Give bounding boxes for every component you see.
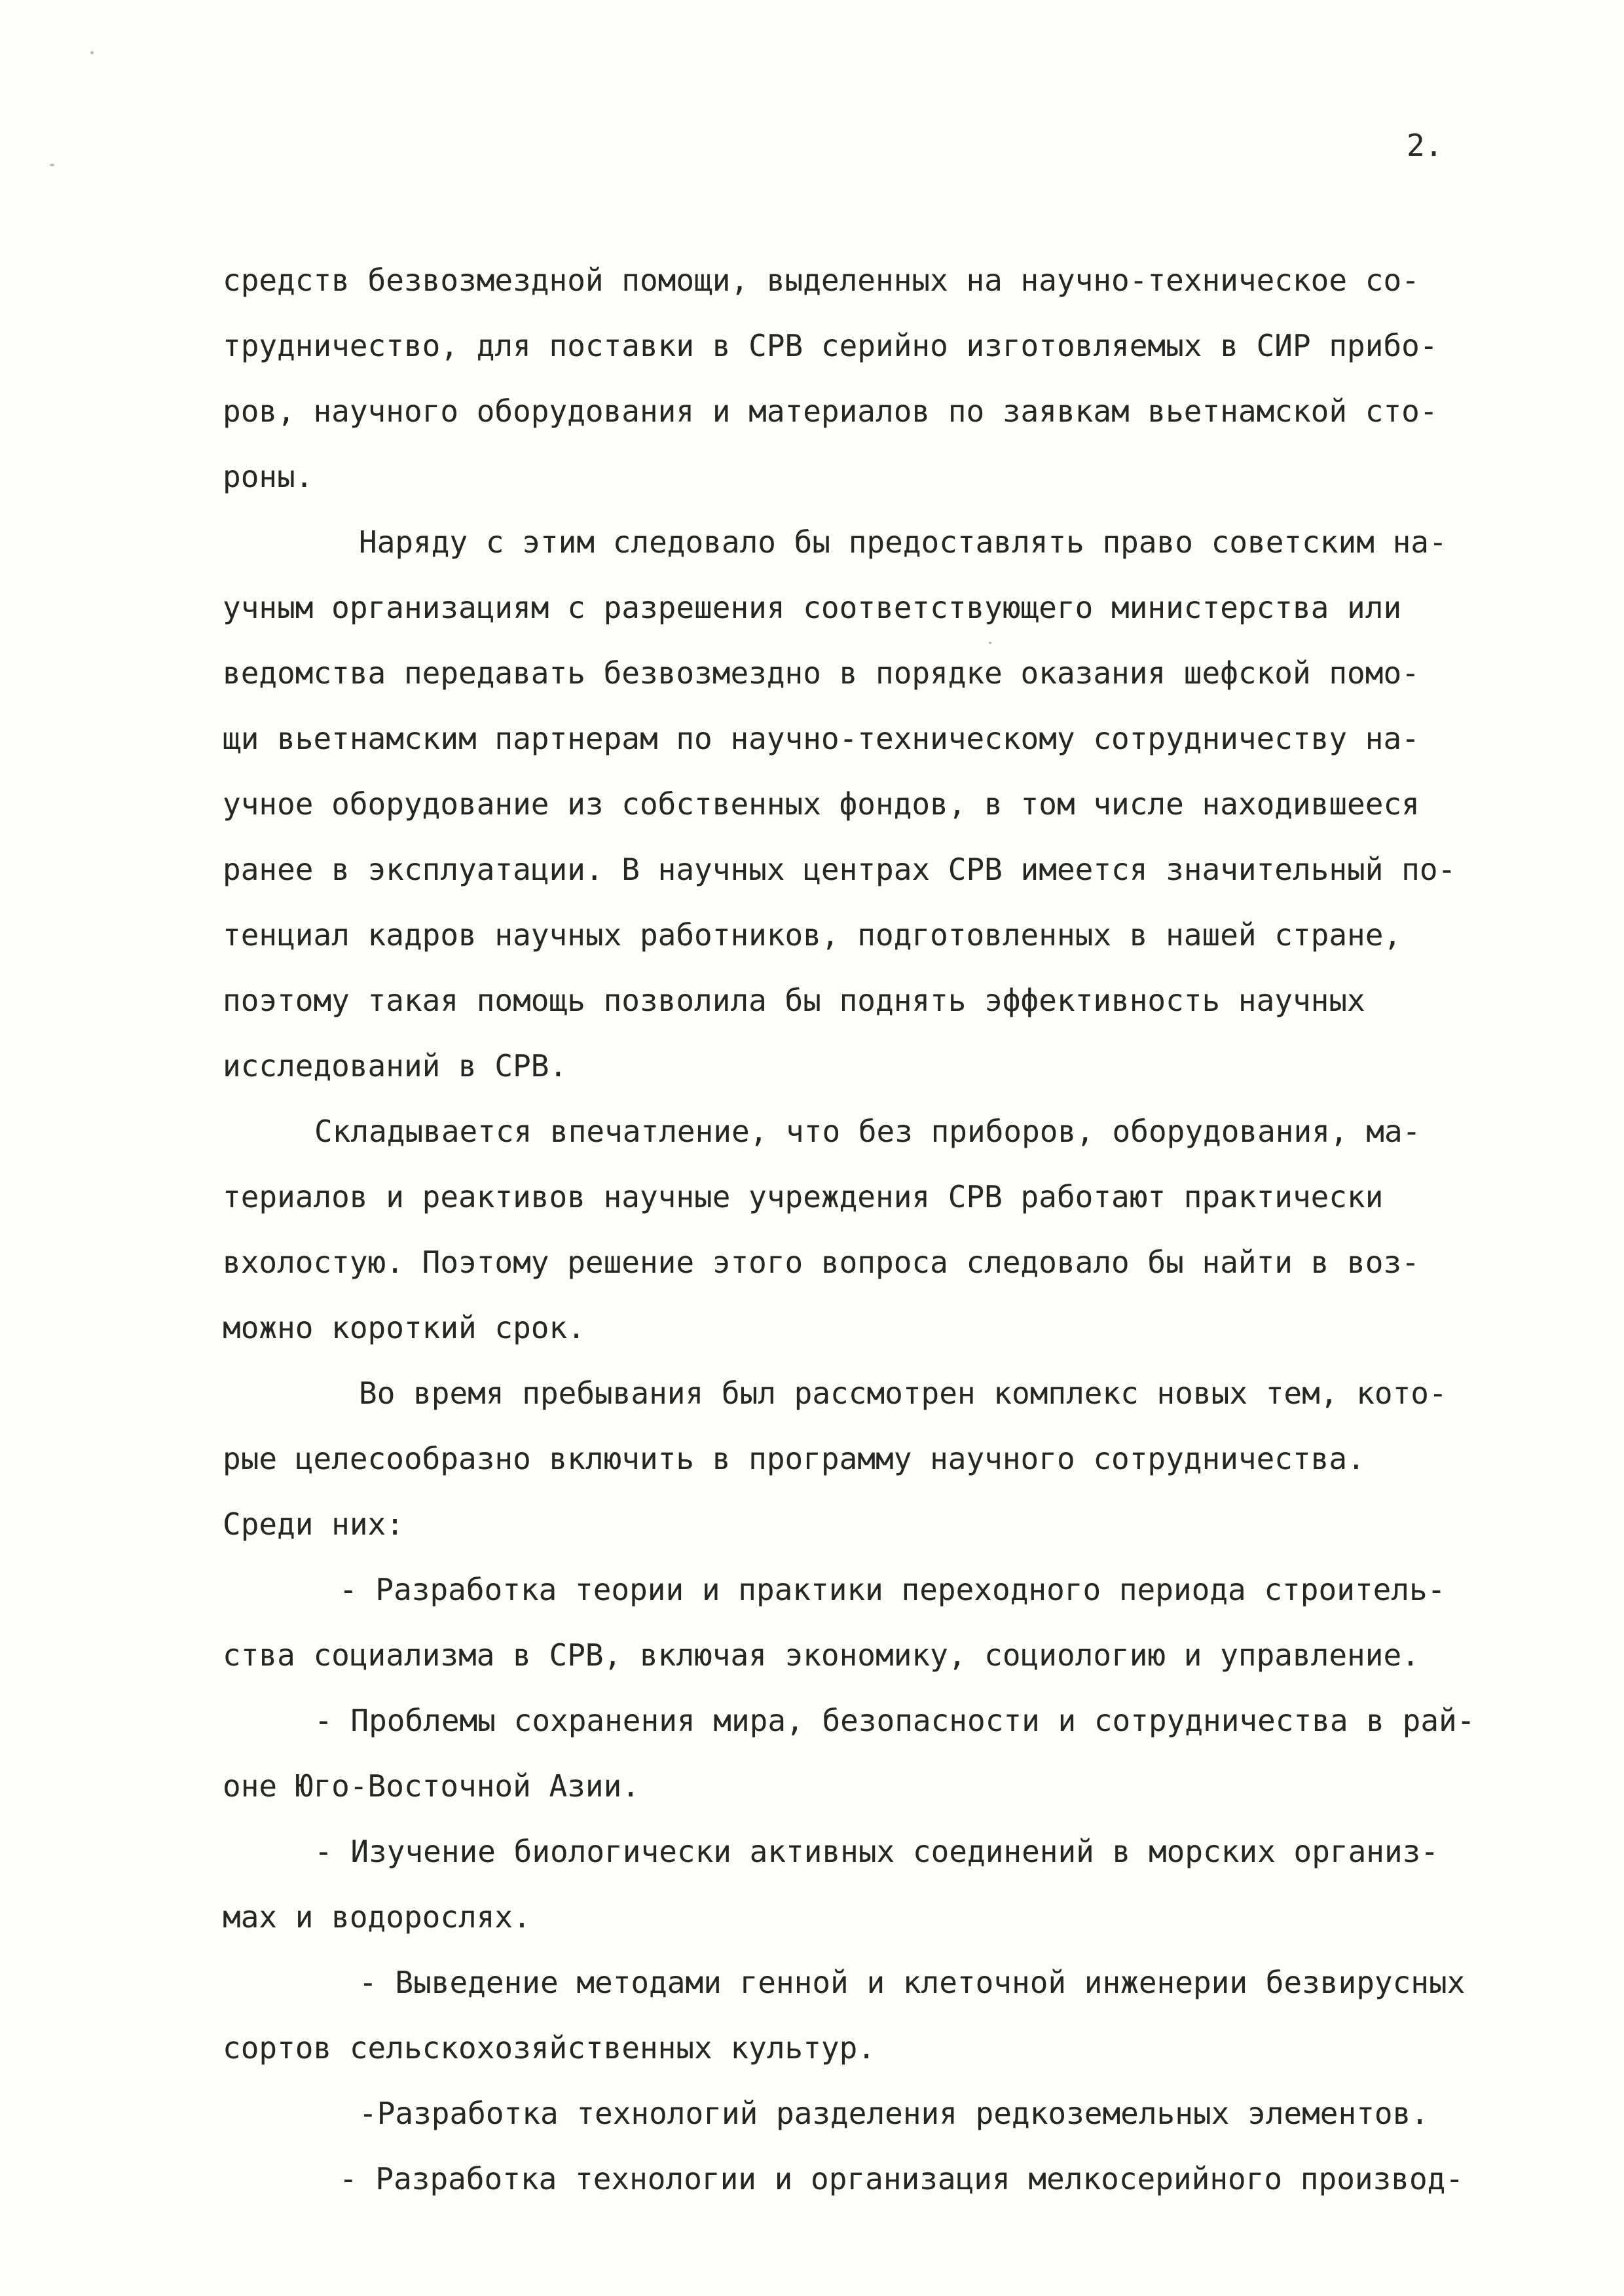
paper-speck — [50, 164, 54, 166]
text-line-15: териалов и реактивов научные учреждения СРВ работают практически — [223, 1179, 1384, 1214]
text-line-05: Наряду с этим следовало бы предоставлять право советским на- — [359, 524, 1447, 560]
text-line-08: щи вьетнамским партнерам по научно-техническому сотрудничеству на- — [223, 721, 1420, 756]
text-line-01: средств безвозмездной помощи, выделенных на научно-техническое со- — [223, 263, 1420, 298]
text-line-30: - Разработка технологии и организация мелкосерийного производ- — [339, 2161, 1464, 2196]
paper-speck — [90, 51, 94, 54]
text-line-16: вхолостую. Поэтому решение этого вопроса следовало бы найти в воз- — [223, 1245, 1420, 1280]
text-line-10: ранее в эксплуатации. В научных центрах СРВ имеется значительный по- — [223, 852, 1456, 887]
text-line-04: роны. — [223, 459, 314, 494]
text-line-18: Во время пребывания был рассмотрен комплекс новых тем, кото- — [359, 1376, 1447, 1411]
text-line-29: -Разработка технологий разделения редкоземельных элементов. — [359, 2096, 1429, 2131]
text-line-09: учное оборудование из собственных фондов, в том числе находившееся — [223, 786, 1420, 822]
text-line-22: ства социализма в СРВ, включая экономику, социологию и управление. — [223, 1637, 1420, 1673]
text-line-11: тенциал кадров научных работников, подготовленных в нашей стране, — [223, 917, 1402, 953]
text-line-20: Среди них: — [223, 1506, 404, 1542]
text-line-13: исследований в СРВ. — [223, 1048, 568, 1084]
text-line-27: - Выведение методами генной и клеточной инженерии безвирусных — [359, 1965, 1466, 2000]
text-line-21: - Разработка теории и практики переходного периода строитель- — [339, 1572, 1446, 1607]
text-line-26: мах и водорослях. — [223, 1899, 531, 1935]
page-number: 2. — [1407, 128, 1443, 163]
text-line-06: учным организациям с разрешения соответствующего министерства или — [223, 590, 1402, 625]
text-line-03: ров, научного оборудования и материалов по заявкам вьетнамской сто- — [223, 393, 1438, 429]
text-line-14: Складывается впечатление, что без приборов, оборудования, ма- — [314, 1114, 1421, 1149]
text-line-24: оне Юго-Восточной Азии. — [223, 1768, 640, 1804]
text-line-23: - Проблемы сохранения мира, безопасности и сотрудничества в рай- — [314, 1703, 1475, 1738]
text-line-25: - Изучение биологически активных соединений в морских организ- — [314, 1834, 1439, 1869]
text-line-12: поэтому такая помощь позволила бы поднять эффективность научных — [223, 983, 1365, 1018]
text-line-17: можно короткий срок. — [223, 1310, 585, 1345]
paper-speck — [989, 642, 991, 644]
text-line-02: трудничество, для поставки в СРВ серийно изготовляемых в СИР прибо- — [223, 328, 1438, 363]
text-line-19: рые целесообразно включить в программу научного сотрудничества. — [223, 1441, 1365, 1476]
text-line-28: сортов сельскохозяйственных культур. — [223, 2030, 876, 2066]
text-line-07: ведомства передавать безвозмездно в порядке оказания шефской помо- — [223, 655, 1420, 691]
